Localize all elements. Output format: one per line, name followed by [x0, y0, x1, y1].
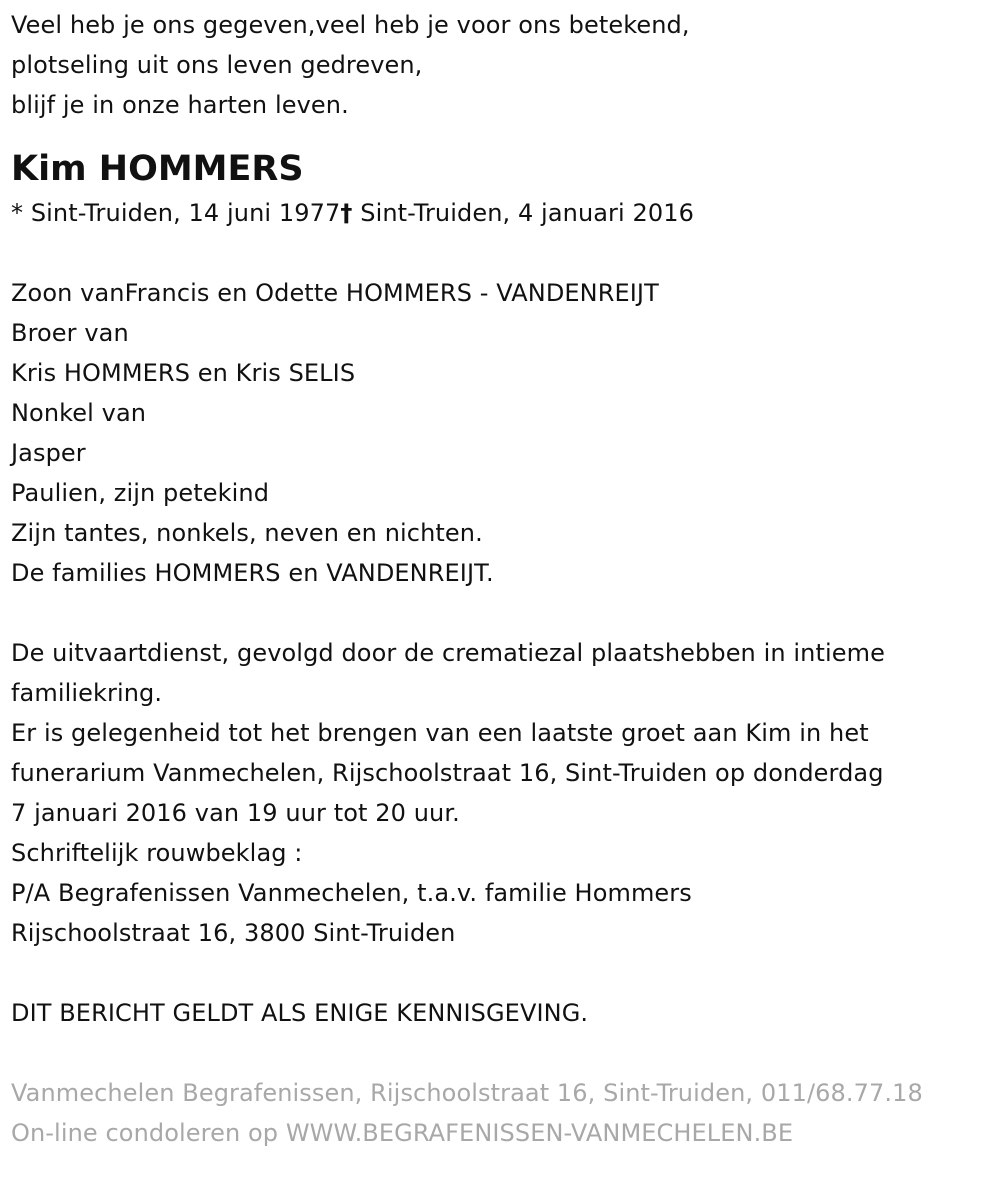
- ceremony-line: De uitvaartdienst, gevolgd door de crematiezal plaatshebben in intieme: [11, 639, 885, 667]
- families: De families HOMMERS en VANDENREIJT.: [11, 559, 494, 587]
- condolence-address: Rijschoolstraat 16, 3800 Sint-Truiden: [11, 919, 456, 947]
- obituary-notice: [11, 5, 996, 1153]
- siblings: Kris HOMMERS en Kris SELIS: [11, 359, 356, 387]
- godchild: Paulien, zijn petekind: [11, 479, 270, 507]
- ceremony-line: funerarium Vanmechelen, Rijschoolstraat 16, Sint-Truiden op donderdag: [11, 759, 884, 787]
- birth-info: * Sint-Truiden, 14 juni 1977: [11, 199, 341, 227]
- cross-icon: †: [340, 199, 353, 227]
- deceased-name: Kim HOMMERS: [11, 149, 304, 189]
- poem-line: Veel heb je ons gegeven,veel heb je voor ons betekend,: [11, 11, 690, 39]
- family-section: [11, 273, 996, 593]
- death-info: Sint-Truiden, 4 januari 2016: [352, 199, 695, 227]
- poem-line: plotseling uit ons leven gedreven,: [11, 51, 423, 79]
- ceremony-line: Er is gelegenheid tot het brengen van een laatste groet aan Kim in het: [11, 719, 869, 747]
- notice-statement: DIT BERICHT GELDT ALS ENIGE KENNISGEVING.: [11, 999, 589, 1027]
- funeral-home-contact: Vanmechelen Begrafenissen, Rijschoolstraat 16, Sint-Truiden, 011/68.77.18: [11, 1079, 923, 1107]
- ceremony-line: familiekring.: [11, 679, 163, 707]
- spacer: [11, 233, 996, 273]
- spacer: [11, 593, 996, 633]
- parents: Zoon vanFrancis en Odette HOMMERS - VANDENREIJT: [11, 279, 659, 307]
- uncle-of-label: Nonkel van: [11, 399, 147, 427]
- condolence-label: Schriftelijk rouwbeklag :: [11, 839, 303, 867]
- relatives: Zijn tantes, nonkels, neven en nichten.: [11, 519, 483, 547]
- poem-line: blijf je in onze harten leven.: [11, 91, 349, 119]
- spacer: [11, 1033, 996, 1073]
- ceremony-section: [11, 633, 996, 953]
- poem: [11, 5, 996, 125]
- condolence-address: P/A Begrafenissen Vanmechelen, t.a.v. familie Hommers: [11, 879, 692, 907]
- nephew: Jasper: [11, 439, 86, 467]
- footer: [11, 1073, 996, 1153]
- life-dates: [11, 193, 996, 233]
- brother-of-label: Broer van: [11, 319, 129, 347]
- ceremony-line: 7 januari 2016 van 19 uur tot 20 uur.: [11, 799, 460, 827]
- spacer: [11, 953, 996, 993]
- online-condolence: On-line condoleren op WWW.BEGRAFENISSEN-VANMECHELEN.BE: [11, 1119, 794, 1147]
